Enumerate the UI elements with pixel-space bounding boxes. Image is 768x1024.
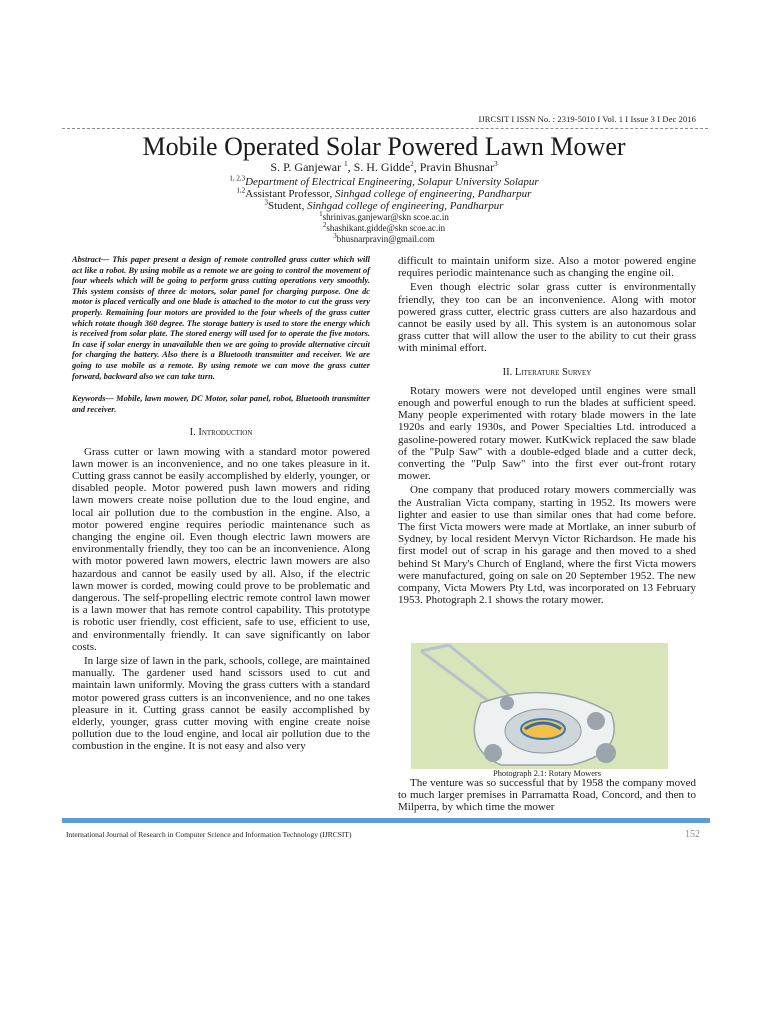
footer-journal-name: International Journal of Research in Computer Science and Information Technology (IJRCSIT) (66, 830, 352, 839)
affil-sup: 1,2 (236, 186, 246, 195)
email-address: shashikant.gidde@skn scoe.ac.in (326, 223, 446, 233)
right-column (398, 255, 696, 606)
mower-illustration (411, 643, 668, 769)
keywords: Keywords— Mobile, lawn mower, DC Motor, solar panel, robot, Bluetooth transmitter and receiver. (72, 394, 370, 414)
body-paragraph: Grass cutter or lawn mowing with a standard motor powered lawn mower is an inconvenience, and no one takes pleasure in it. Cutting grass cannot be easily accomplished by elderly, younger, or disabled people. Motor powered push lawn mowers and riding lawn mowers create noise pollution due to the loud engine, and local air pollution due to the combustion in the engine. Also, a motor powered engine requires periodic maintenance such as changing the engine oil. Even though electric lawn mowers are environmentally friendly, they too can be an inconvenience. Along with motor powered lawn mowers, electric lawn mowers are also hazardous and cannot be easily used by all. Also, if the electric lawn mower is corded, mowing could prove to be problematic and dangerous. The self-propelling electric remote control lawn mower is a lawn mower that has remote control capability. This prototype is robotic user friendly, cost efficient, safe to use, efficient to use, and environmentally friendly. It can save significantly on labor costs. (72, 445, 370, 653)
journal-id: IJRCSIT I ISSN No. : 2319-5010 I Vol. 1 I Issue 3 I Dec 2016 (478, 114, 696, 124)
affil-role: Assistant Professor, (245, 188, 335, 200)
author-name: Pravin Bhusnar (419, 160, 495, 174)
header-dashed-rule (62, 128, 708, 129)
author-name: S. H. Gidde (353, 160, 411, 174)
body-paragraph: Even though electric solar grass cutter is environmentally friendly, they too can be an inconvenience. Along with motor powered grass cutter, electric grass cutters are also hazardous and cannot be easily used by all. This system is an autonomous solar grass cutter that will allow the user to the ability to cut their grass with minimal effort. (398, 281, 696, 355)
affil-org: Sinhgad college of engineering, Pandharpur (307, 200, 504, 212)
body-paragraph: The venture was so successful that by 1958 the company moved to much larger premises in Parramatta Road, Concord, and then to Milperra, by which time the mower (398, 777, 696, 814)
footer-accent-bar (62, 818, 710, 823)
email-address: shrinivas.ganjewar@skn scoe.ac.in (322, 212, 449, 222)
affil-sup: 3 (264, 198, 268, 207)
body-paragraph: One company that produced rotary mowers commercially was the Australian Victa company, starting in 1952. Its mowers were lighter and easier to use than similar ones that had come before. The first Victa mowers were made at Mortlake, an inner suburb of Sydney, by local resident Mervyn Victor Richardson. He made his first model out of scrap in his garage and then moved to a shed behind St Mary's Church of England, where the first Victa mowers were manufactured, going on sale on 20 September 1952. The new company, Victa Mowers Pty Ltd, was incorporated on 13 February 1953. Photograph 2.1 shows the rotary mower. (398, 484, 696, 607)
rotary-mower-photograph (411, 643, 668, 769)
email-sup: 3 (333, 232, 337, 240)
email-sup: 2 (322, 221, 327, 229)
affil-role: Student, (267, 200, 308, 212)
email-address: bhusnarpravin@gmail.com (336, 234, 435, 244)
affil-org: Sinhgad college of engineering, Pandharpur (335, 188, 532, 200)
section-heading: II. Literature Survey (502, 366, 592, 378)
affil-sup: 1, 2,3 (229, 174, 246, 183)
body-paragraph: difficult to maintain uniform size. Also a motor powered engine requires periodic maintenance such as changing the engine oil. (398, 255, 696, 280)
affil-org: Department of Electrical Engineering, Solapur University Solapur (245, 176, 539, 188)
figure-caption: Photograph 2.1: Rotary Mowers (493, 769, 601, 778)
left-column (72, 255, 370, 753)
body-paragraph: Rotary mowers were not developed until engines were small enough and powerful enough to run the blades at sufficient speed. Many people experimented with rotary blade mowers in the late 1920s and early 1930s, and Power Specialties Ltd. introduced a gasoline-powered rotary mower. KutKwick replaced the saw blade of the "Pulp Saw" with a double-edged blade and a cutter deck, converting the "Pulp Saw" into the first ever out-front rotary mower. (398, 384, 696, 483)
abstract: Abstract— This paper present a design of remote controlled grass cutter which will act like a robot. By using mobile as a remote we are going to control the movement of four wheels which will be going to perform grass cutting operations very smoothly. This system consists of three dc motors, solar panel for charging purpose. One dc motor is placed vertically and one blade is attached to the motor to cut the grass very properly. Remaining four motors are provided to the four wheels of the grass cutter which rotate though 360 degree. The storage battery is used to store the energy which is received from solar plate. The stored energy will used for to operate the five motors. In case if solar energy in unavailable then we are going to provide alternative circuit for charging the battery. Also there is a Bluetooth transmitter and receiver. We are going to use mobile as a remote. By using remote we can move the grass cutter forward, backward also we can take turn. (72, 255, 370, 381)
page-number: 152 (685, 829, 700, 840)
email-line (0, 223, 768, 233)
author-name: S. P. Ganjewar (270, 160, 342, 174)
author-sup: 2 (410, 160, 414, 168)
email-line (0, 212, 768, 222)
body-paragraph: In large size of lawn in the park, schools, college, are maintained manually. The gardener used hand scissors used to cut and maintain lawn uniformly. Moving the grass cutters with a standard motor powered grass cutters is an inconvenience, and no one takes pleasure in it. Cutting grass cannot be easily accomplished by elderly, younger, grass cutter moving with engine create noise pollution due to the loud engine, and local air pollution due to the combustion in the engine. It is not easy and also very (72, 654, 370, 753)
section-heading: I. Introduction (189, 427, 253, 439)
email-line (0, 234, 768, 244)
author-sup: 1 (344, 160, 348, 168)
author-sup: 3 (494, 160, 498, 168)
email-sup: 1 (319, 210, 323, 218)
paper-title: Mobile Operated Solar Powered Lawn Mower (142, 132, 626, 161)
authors-line: S. P. Ganjewar $^1$, S. H. Gidde$^2$, Pravin Bhusnar$^3$ (270, 160, 498, 174)
